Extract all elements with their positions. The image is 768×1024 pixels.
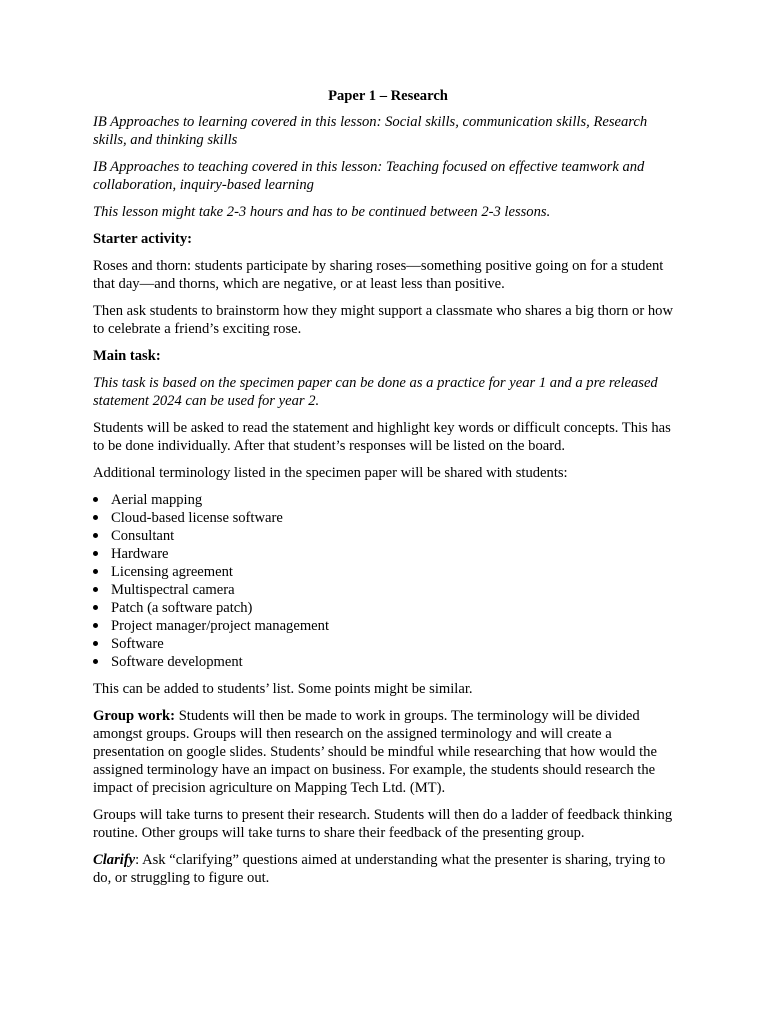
terminology-list [93, 491, 683, 671]
main-task-heading: Main task: [93, 348, 161, 364]
list-item: Licensing agreement [93, 563, 683, 581]
atl-statement: IB Approaches to learning covered in this lesson: Social skills, communication skills, Research skills, and thinking skills [93, 114, 648, 148]
bullet-icon [93, 605, 98, 610]
bullet-icon [93, 641, 98, 646]
duration-note: This lesson might take 2-3 hours and has to be continued between 2-3 lessons. [93, 204, 551, 220]
bullet-icon [93, 659, 98, 664]
clarify-text: : Ask “clarifying” questions aimed at understanding what the presenter is sharing, trying to do, or struggling to figure out. [93, 852, 666, 886]
starter-heading: Starter activity: [93, 231, 193, 247]
bullet-icon [93, 533, 98, 538]
bullet-icon [93, 623, 98, 628]
att-statement: IB Approaches to teaching covered in this lesson: Teaching focused on effective teamwork and collaboration, inquiry-based learning [93, 159, 645, 193]
bullet-icon [93, 569, 98, 574]
clarify-label: Clarify [93, 852, 136, 868]
list-item: Cloud-based license software [93, 509, 683, 527]
main-task-note: This task is based on the specimen paper can be done as a practice for year 1 and a pre released statement 2024 can be used for year 2. [93, 375, 658, 409]
main-task-paragraph-1: Students will be asked to read the statement and highlight key words or difficult concepts. This has to be done individually. After that student’s responses will be listed on the board. [93, 420, 671, 454]
list-item: Hardware [93, 545, 683, 563]
group-work-text: Students will then be made to work in groups. The terminology will be divided amongst groups. Groups will then research on the assigned terminology and will create a presentation on google slides. Students’ should be mindful while researching that how would the assigned terminology have an impact on business. For example, the students should research the impact of precision agriculture on Mapping Tech Ltd. (MT). [93, 708, 657, 796]
bullet-icon [93, 497, 98, 502]
starter-paragraph-1: Roses and thorn: students participate by sharing roses—something positive going on for a student that day—and thorns, which are negative, or at least less than positive. [93, 258, 664, 292]
group-work-label: Group work: [93, 708, 176, 724]
list-item: Project manager/project management [93, 617, 683, 635]
main-task-paragraph-3: This can be added to students’ list. Some points might be similar. [93, 681, 473, 697]
starter-paragraph-2: Then ask students to brainstorm how they might support a classmate who shares a big thorn or how to celebrate a friend’s exciting rose. [93, 303, 674, 337]
list-item: Aerial mapping [93, 491, 683, 509]
document-body [93, 87, 683, 896]
list-item: Software development [93, 653, 683, 671]
group-work-paragraph-2: Groups will take turns to present their research. Students will then do a ladder of feedback thinking routine. Other groups will take turns to share their feedback of the presenting group. [93, 807, 673, 841]
document-title: Paper 1 – Research [328, 88, 448, 104]
list-item: Patch (a software patch) [93, 599, 683, 617]
bullet-icon [93, 515, 98, 520]
list-item: Consultant [93, 527, 683, 545]
bullet-icon [93, 587, 98, 592]
list-item: Software [93, 635, 683, 653]
bullet-icon [93, 551, 98, 556]
main-task-paragraph-2: Additional terminology listed in the specimen paper will be shared with students: [93, 465, 568, 481]
group-work-paragraph [93, 707, 683, 797]
list-item: Multispectral camera [93, 581, 683, 599]
clarify-paragraph [93, 851, 683, 887]
